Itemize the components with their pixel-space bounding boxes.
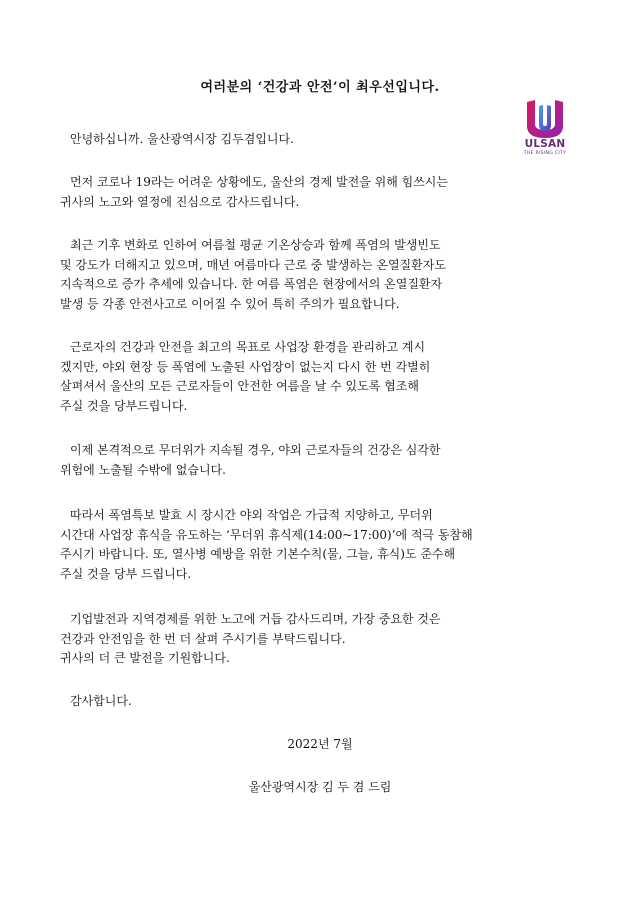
- paragraph-workers: [60, 338, 580, 416]
- text-line: 주시기 바랍니다. 또, 열사병 예방을 위한 기본수칙(물, 그늘, 휴식)도 준수해: [60, 547, 456, 561]
- paragraph-climate: [60, 236, 580, 314]
- logo-wordmark: ULSAN: [524, 138, 566, 150]
- text-line: 시간대 사업장 휴식을 유도하는 ‘무더위 휴식제(14:00~17:00)’에 적극 동참해: [60, 527, 473, 542]
- letter-date: 2022년 7월: [287, 737, 353, 751]
- text-line: 살펴셔서 울산의 모든 근로자들이 안전한 여름을 날 수 있도록 협조해: [60, 379, 419, 393]
- paragraph-greeting: [60, 130, 580, 150]
- text-line: 겠지만, 야외 현장 등 폭염에 노출된 사업장이 없는지 다시 한 번 각별히: [60, 359, 431, 374]
- text-line: 감사합니다.: [70, 694, 132, 708]
- text-line: 귀사의 더 큰 발전을 기원합니다.: [60, 651, 230, 665]
- text-line: 최근 기후 변화로 인하여 여름철 평균 기온상승과 함께 폭염의 발생빈도: [70, 238, 441, 252]
- paragraph-request: [60, 506, 580, 584]
- text-line: 건강과 안전임을 한 번 더 살펴 주시기를 부탁드립니다.: [60, 631, 346, 646]
- text-line: 먼저 코로나 19라는 어려운 상황에도, 울산의 경제 발전을 위해 힘쓰시는: [70, 175, 448, 189]
- text-line: 귀사의 노고와 열정에 진심으로 감사드립니다.: [60, 194, 300, 209]
- paragraph-thank-you: [60, 692, 580, 712]
- text-line: 따라서 폭염특보 발효 시 장시간 야외 작업은 가급적 지양하고, 무더위: [70, 508, 433, 522]
- text-line: 근로자의 건강과 안전을 최고의 목표로 사업장 환경을 관리하고 계시: [70, 340, 426, 354]
- text-line: 주실 것을 당부 드립니다.: [60, 566, 192, 581]
- text-line: 위험에 노출될 수밖에 없습니다.: [60, 462, 226, 477]
- paragraph-closing: [60, 610, 580, 669]
- paragraph-thanks: [60, 173, 580, 212]
- text-line: 기업발전과 지역경제를 위한 노고에 거듭 감사드리며, 가장 중요한 것은: [70, 612, 441, 626]
- text-line: 주실 것을 당부드립니다.: [60, 398, 188, 413]
- text-line: 안녕하십니까. 울산광역시장 김두겸입니다.: [70, 132, 294, 146]
- paragraph-heat-risk: [60, 441, 580, 480]
- text-line: 지속적으로 증가 추세에 있습니다. 한 여름 폭염은 현장에서의 온열질환자: [60, 277, 443, 291]
- text-line: 발생 등 각종 안전사고로 이어질 수 있어 특히 주의가 필요합니다.: [60, 296, 400, 311]
- letter-title: 여러분의 ‘건강과 안전’이 최우선입니다.: [200, 80, 440, 95]
- letter-signature: 울산광역시장 김 두 겸 드림: [248, 780, 392, 794]
- text-line: 이제 본격적으로 무더위가 지속될 경우, 야외 근로자들의 건강은 심각한: [70, 443, 441, 457]
- text-line: 및 강도가 더해지고 있으며, 매년 여름마다 근로 중 발생하는 온열질환자도: [60, 257, 446, 272]
- logo-tagline: THE RISING CITY: [523, 151, 567, 156]
